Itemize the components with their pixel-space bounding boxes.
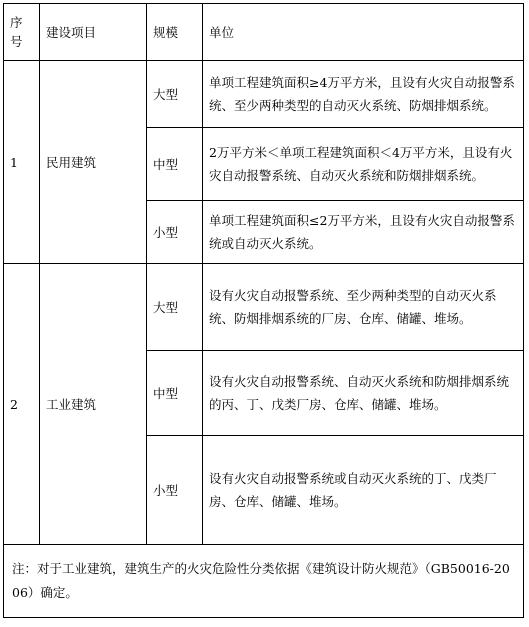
table-header-row <box>4 4 524 61</box>
row-unit: 设有火灾自动报警系统、至少两种类型的自动灭火系统、防烟排烟系统的厂房、仓库、储罐、堆场。 <box>203 264 524 351</box>
row-scale: 大型 <box>147 61 203 128</box>
row-unit: 单项工程建筑面积≥4万平方米，且设有火灾自动报警系统、至少两种类型的自动灭火系统、防烟排烟系统。 <box>203 61 524 128</box>
row-scale: 小型 <box>147 436 203 545</box>
group-project: 工业建筑 <box>40 264 147 545</box>
table-note: 注：对于工业建筑，建筑生产的火灾危险性分类依据《建筑设计防火规范》（GB50016-2006）确定。 <box>4 545 524 618</box>
building-scale-table <box>3 3 524 618</box>
group-seq: 1 <box>4 61 40 264</box>
header-unit: 单位 <box>203 4 524 61</box>
row-scale: 大型 <box>147 264 203 351</box>
table-row <box>4 264 524 351</box>
header-project: 建设项目 <box>40 4 147 61</box>
table-row <box>4 61 524 128</box>
row-unit: 设有火灾自动报警系统或自动灭火系统的丁、戊类厂房、仓库、储罐、堆场。 <box>203 436 524 545</box>
row-scale: 中型 <box>147 351 203 436</box>
row-unit: 单项工程建筑面积≤2万平方米，且设有火灾自动报警系统或自动灭火系统。 <box>203 201 524 264</box>
table-note-row <box>4 545 524 618</box>
group-project: 民用建筑 <box>40 61 147 264</box>
row-scale: 中型 <box>147 128 203 201</box>
row-unit: 设有火灾自动报警系统、自动灭火系统和防烟排烟系统的丙、丁、戊类厂房、仓库、储罐、堆场。 <box>203 351 524 436</box>
header-seq: 序号 <box>4 4 40 61</box>
row-scale: 小型 <box>147 201 203 264</box>
group-seq: 2 <box>4 264 40 545</box>
document-page <box>3 3 524 622</box>
header-scale: 规模 <box>147 4 203 61</box>
row-unit: 2万平方米＜单项工程建筑面积＜4万平方米，且设有火灾自动报警系统、自动灭火系统和防烟排烟系统。 <box>203 128 524 201</box>
